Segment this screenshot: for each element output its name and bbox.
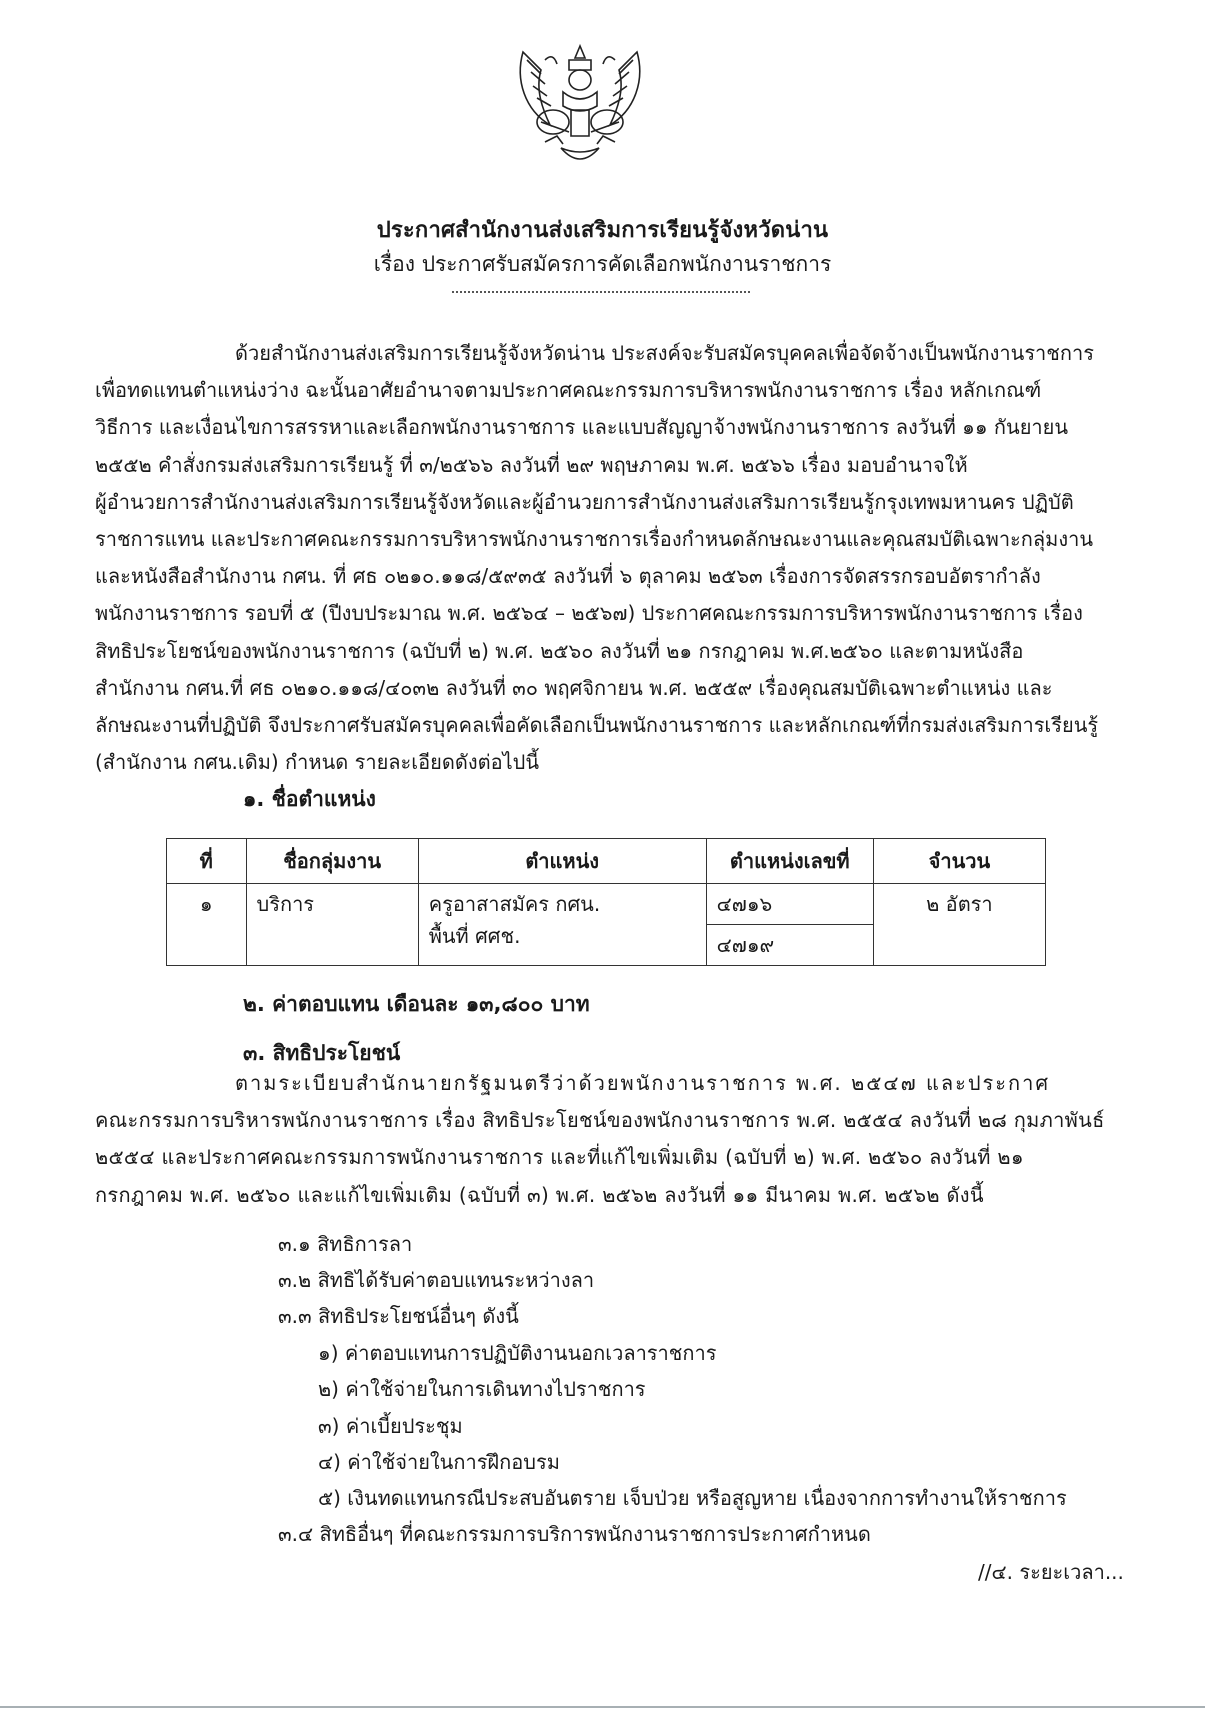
dotted-divider [452, 283, 750, 293]
benefit-item: ๓.๒ สิทธิได้รับค่าตอบแทนระหว่างลา [278, 1268, 595, 1292]
cell-position-number: ๔๗๑๙ [706, 925, 873, 966]
intro-line: ลักษณะงานที่ปฏิบัติ จึงประกาศรับสมัครบุคคลเพื่อคัดเลือกเป็นพนักงานราชการ และหลักเกณฑ์ที่กรมส่งเสริมการเรียนรู้ [95, 713, 1099, 738]
intro-line: สิทธิประโยชน์ของพนักงานราชการ (ฉบับที่ ๒) พ.ศ. ๒๕๖๐ ลงวันที่ ๒๑ กรกฎาคม พ.ศ.๒๕๖๐ และตามหนังสือ [95, 638, 1024, 663]
position-line-1: ครูอาสาสมัคร กศน. [428, 892, 601, 916]
intro-line: ๒๕๕๒ คำสั่งกรมส่งเสริมการเรียนรู้ ที่ ๓/๒๕๖๖ ลงวันที่ ๒๙ พฤษภาคม พ.ศ. ๒๕๖๖ เรื่อง มอบอำนาจให้ [95, 452, 968, 477]
table-header-row [167, 839, 1046, 884]
column-header-position: ตำแหน่ง [418, 839, 706, 884]
benefit-subitem: ๒) ค่าใช้จ่ายในการเดินทางไปราชการ [318, 1377, 646, 1401]
column-header-group: ชื่อกลุ่มงาน [246, 839, 418, 884]
continuation-note: //๔. ระยะเวลา... [978, 1560, 1124, 1584]
body-line: ๒๕๕๔ และประกาศคณะกรรมการพนักงานราชการ และที่แก้ไขเพิ่มเติม (ฉบับที่ ๒) พ.ศ. ๒๕๖๐ ลงวันที่ ๒๑ [95, 1145, 1024, 1170]
section-3-heading: ๓. สิทธิประโยชน์ [243, 1041, 401, 1065]
column-header-position-number: ตำแหน่งเลขที่ [706, 839, 873, 884]
cell-position-number: ๔๗๑๖ [706, 884, 873, 925]
page-bottom-edge [0, 1706, 1205, 1708]
benefit-item: ๓.๔ สิทธิอื่นๆ ที่คณะกรรมการบริการพนักงานราชการประกาศกำหนด [278, 1522, 871, 1546]
intro-line: สำนักงาน กศน.ที่ ศธ ๐๒๑๐.๑๑๘/๔๐๓๒ ลงวันที่ ๓๐ พฤศจิกายน พ.ศ. ๒๕๕๙ เรื่องคุณสมบัติเฉพาะตำแหน่ง และ [95, 675, 1053, 700]
section-1-heading: ๑. ชื่อตำแหน่ง [243, 787, 376, 811]
section-3-body [95, 1065, 1125, 1214]
section-2-heading: ๒. ค่าตอบแทน เดือนละ ๑๓,๘๐๐ บาท [243, 992, 590, 1016]
body-line: กรกฎาคม พ.ศ. ๒๕๖๐ และแก้ไขเพิ่มเติม (ฉบับที่ ๓) พ.ศ. ๒๕๖๒ ลงวันที่ ๑๑ มีนาคม พ.ศ. ๒๕๖๒ ดังนี้ [95, 1182, 984, 1207]
benefit-item: ๓.๑ สิทธิการลา [278, 1232, 413, 1256]
garuda-emblem-icon [505, 40, 655, 170]
intro-line: ราชการแทน และประกาศคณะกรรมการบริหารพนักงานราชการเรื่องกำหนดลักษณะงานและคุณสมบัติเฉพาะกลุ่มงาน [95, 527, 1094, 552]
body-line: คณะกรรมการบริหารพนักงานราชการ เรื่อง สิทธิประโยชน์ของพนักงานราชการ พ.ศ. ๒๕๕๔ ลงวันที่ ๒๘ กุมภาพันธ์ [95, 1108, 1105, 1133]
benefit-subitem: ๓) ค่าเบี้ยประชุม [318, 1414, 463, 1438]
benefit-subitem: ๑) ค่าตอบแทนการปฏิบัติงานนอกเวลาราชการ [318, 1341, 717, 1365]
cell-no: ๑ [167, 884, 247, 966]
table-row [167, 884, 1046, 925]
intro-line: วิธีการ และเงื่อนไขการสรรหาและเลือกพนักงานราชการ และแบบสัญญาจ้างพนักงานราชการ ลงวันที่ ๑๑ กันยายน [95, 415, 1069, 440]
cell-amount: ๒ อัตรา [873, 884, 1045, 966]
benefit-subitem: ๕) เงินทดแทนกรณีประสบอันตราย เจ็บป่วย หรือสูญหาย เนื่องจากการทำงานให้ราชการ [318, 1486, 1067, 1510]
intro-line: (สำนักงาน กศน.เดิม) กำหนด รายละเอียดดังต่อไปนี้ [95, 750, 540, 775]
cell-group: บริการ [246, 884, 418, 966]
intro-paragraph [95, 335, 1125, 781]
intro-line: ด้วยสำนักงานส่งเสริมการเรียนรู้จังหวัดน่าน ประสงค์จะรับสมัครบุคคลเพื่อจัดจ้างเป็นพนักงานราชการ [235, 341, 1094, 365]
document-title: ประกาศสำนักงานส่งเสริมการเรียนรู้จังหวัดน่าน [376, 218, 829, 243]
position-line-2: พื้นที่ ศศช. [428, 924, 521, 948]
body-line: ตามระเบียบสำนักนายกรัฐมนตรีว่าด้วยพนักงานราชการ พ.ศ. ๒๕๔๗ และประกาศ [235, 1071, 1051, 1095]
cell-position [418, 884, 706, 966]
intro-line: เพื่อทดแทนตำแหน่งว่าง ฉะนั้นอาศัยอำนาจตามประกาศคณะกรรมการบริหารพนักงานราชการ เรื่อง หลักเกณฑ์ [95, 378, 1042, 403]
benefit-subitem: ๔) ค่าใช้จ่ายในการฝึกอบรม [318, 1450, 560, 1474]
document-subject: เรื่อง ประกาศรับสมัครการคัดเลือกพนักงานราชการ [373, 252, 832, 276]
intro-line: ผู้อำนวยการสำนักงานส่งเสริมการเรียนรู้จังหวัดและผู้อำนวยการสำนักงานส่งเสริมการเรียนรู้กรุงเทพมหานคร ปฏิบัติ [95, 489, 1074, 514]
column-header-amount: จำนวน [873, 839, 1045, 884]
column-header-no: ที่ [167, 839, 247, 884]
benefit-item: ๓.๓ สิทธิประโยชน์อื่นๆ ดังนี้ [278, 1304, 519, 1328]
intro-line: พนักงานราชการ รอบที่ ๕ (ปีงบประมาณ พ.ศ. ๒๕๖๔ – ๒๕๖๗) ประกาศคณะกรรมการบริหารพนักงานราชการ เรื่อง [95, 601, 1083, 626]
intro-line: และหนังสือสำนักงาน กศน. ที่ ศธ ๐๒๑๐.๑๑๘/๕๙๓๕ ลงวันที่ ๖ ตุลาคม ๒๕๖๓ เรื่องการจัดสรรกรอบอัตรากำลัง [95, 564, 1041, 589]
position-table [166, 838, 1046, 966]
